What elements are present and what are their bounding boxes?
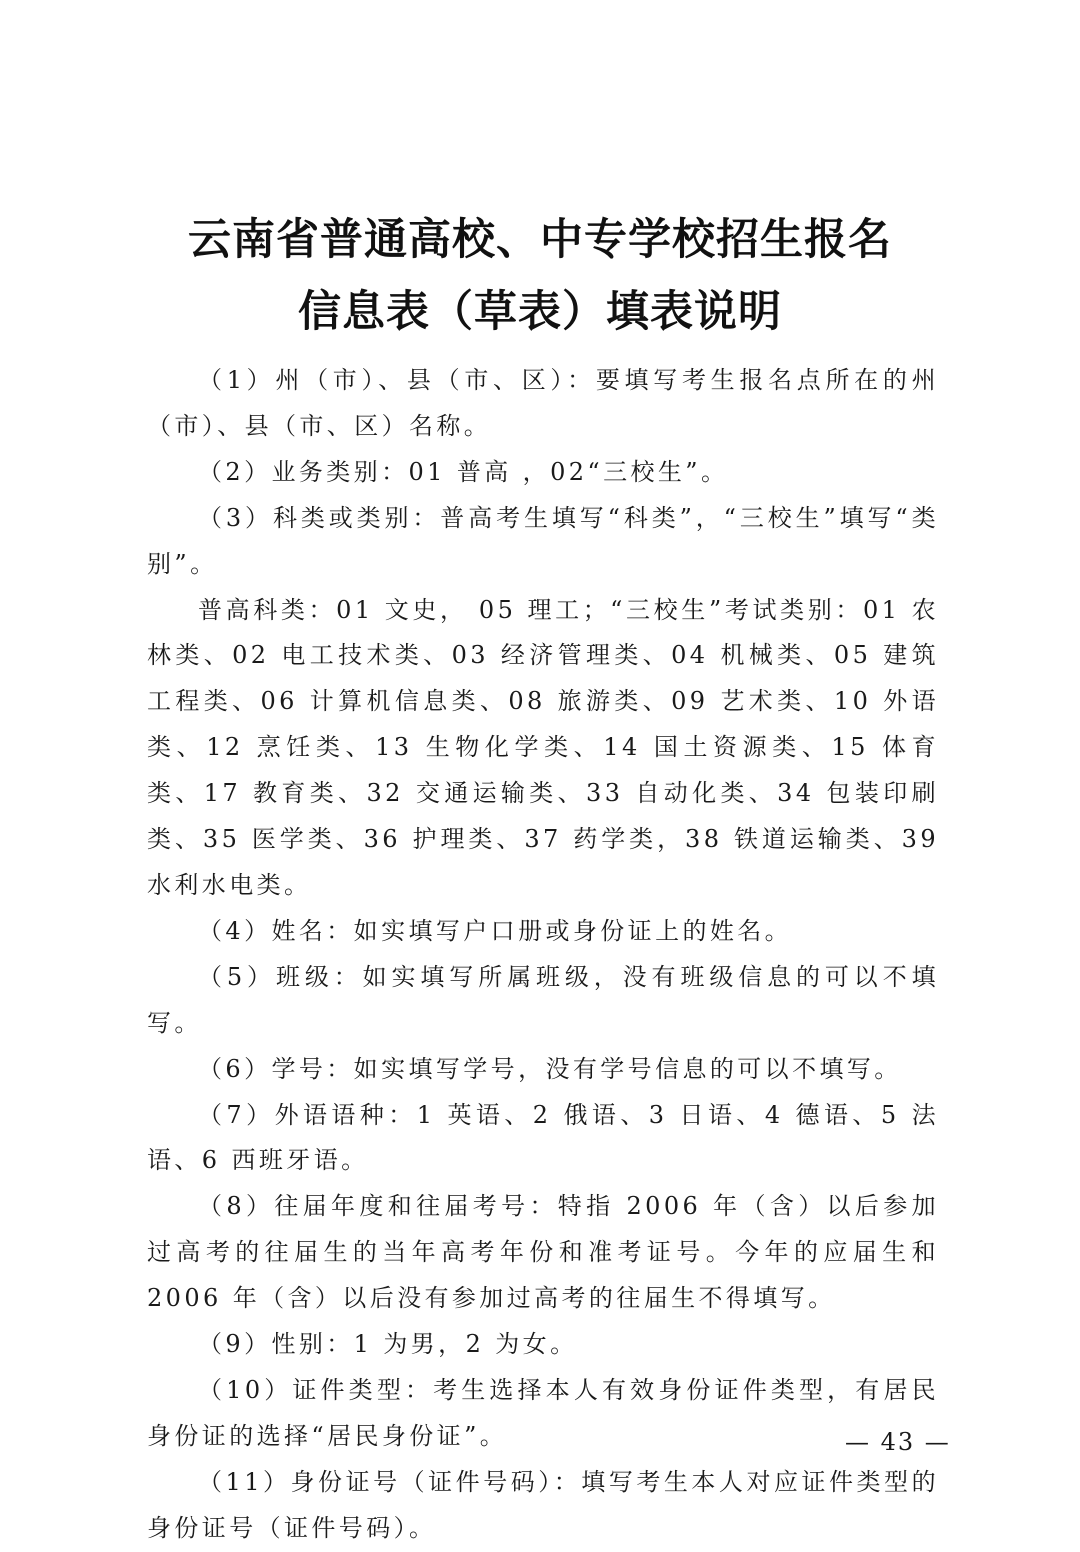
paragraph-class: （5）班级：如实填写所属班级，没有班级信息的可以不填写。: [147, 962, 939, 1037]
document-title-line-1: 云南省普通高校、中专学校招生报名: [188, 215, 892, 265]
paragraph-category-codes: 普高科类：01 文史， 05 理工；“三校生”考试类别：01 农林类、02 电工技术类、03 经济管理类、04 机械类、05 建筑工程类、06 计算机信息类、08 旅游类、09 艺术类、10 外语类、12 烹饪类、13 生物化学类、14 国土资源类、15 体育类、17 教育类、32 交通运输类、33 自动化类、34 包装印刷类、35 医学类、36 护理类、37 药学类，38 铁道运输类、39 水利水电类。: [147, 595, 939, 899]
document-title-line-2: 信息表（草表）填表说明: [298, 287, 782, 337]
paragraph-id-type: （10）证件类型：考生选择本人有效身份证件类型，有居民身份证的选择“居民身份证”。: [147, 1375, 939, 1450]
paragraph-business-type: （2）业务类别：01 普高 ，02“三校生”。: [198, 457, 729, 486]
paragraph-name: （4）姓名：如实填写户口册或身份证上的姓名。: [198, 916, 793, 945]
paragraph-region: （1）州（市）、县（市、区）：要填写考生报名点所在的州（市）、县（市、区）名称。: [147, 366, 939, 440]
paragraph-foreign-language: （7）外语语种：1 英语、2 俄语、3 日语、4 德语、5 法语、6 西班牙语。: [147, 1100, 939, 1175]
paragraph-id-number: （11）身份证号（证件号码）：填写考生本人对应证件类型的身份证号（证件号码）。: [147, 1467, 939, 1542]
paragraph-gender: （9）性别：1 为男，2 为女。: [198, 1330, 578, 1359]
document-body: [147, 358, 939, 1552]
paragraph-previous-exam: （8）往届年度和往届考号：特指 2006 年（含）以后参加过高考的往届生的当年高考年份和准考证号。今年的应届生和 2006 年（含）以后没有参加过高考的往届生不得填写。: [147, 1192, 939, 1313]
page-number: — 43 —: [845, 1428, 951, 1456]
paragraph-student-id: （6）学号：如实填写学号，没有学号信息的可以不填写。: [198, 1054, 902, 1083]
paragraph-subject-category: （3）科类或类别：普高考生填写“科类”，“三校生”填写“类别”。: [147, 503, 939, 578]
